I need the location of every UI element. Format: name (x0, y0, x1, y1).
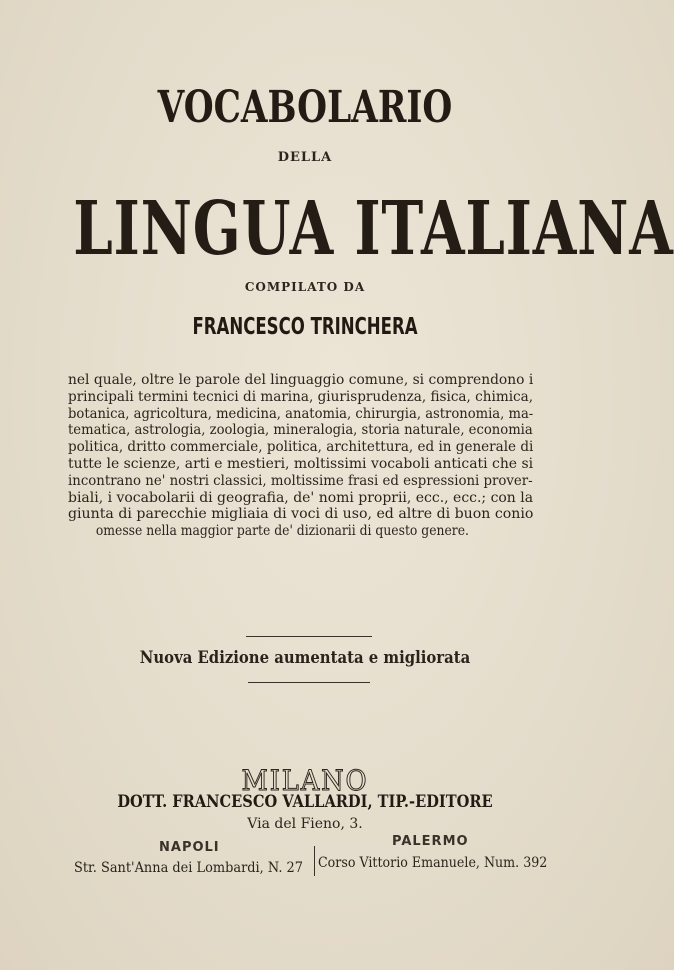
description-line: biali, i vocabolarii di geografia, de' nomi proprii, ecc., ecc.; con la (68, 489, 534, 506)
divider-top (246, 636, 372, 637)
title-connector: DELLA (277, 150, 333, 165)
edition-note: Nuova Edizione aumentata e migliorata (139, 648, 471, 667)
imprint-city: MILANO (241, 764, 369, 797)
description-line: politica, dritto commerciale, politica, architettura, ed in generale di (68, 439, 534, 456)
description-line: omesse nella maggior parte de' dizionarii di questo genere. (95, 523, 469, 540)
imprint-publisher: DOTT. FRANCESCO VALLARDI, TIP.-EDITORE (117, 792, 493, 812)
compiled-by-label: COMPILATO DA (244, 280, 366, 294)
description-line: incontrano ne' nostri classici, moltissime frasi ed espressioni prover- (68, 472, 533, 489)
description-line: nel quale, oltre le parole del linguaggio comune, si comprendono i (68, 372, 534, 388)
author-name: FRANCESCO TRINCHERA (192, 314, 418, 340)
description-paragraph (68, 372, 533, 540)
branch-address-palermo: Corso Vittorio Emanuele, Num. 392 (318, 855, 548, 871)
description-line: giunta di parecchie migliaia di voci di uso, ed altre di buon conio (68, 506, 534, 523)
description-line: tematica, astrologia, zoologia, mineralogia, storia naturale, economia (68, 422, 533, 439)
description-line: principali termini tecnici di marina, giurisprudenza, fisica, chimica, (68, 388, 534, 405)
title-line-2: LINGUA ITALIANA (73, 186, 674, 272)
branch-name-palermo: PALERMO (392, 834, 469, 849)
description-line: botanica, agricoltura, medicina, anatomia, chirurgia, astronomia, ma- (68, 405, 534, 422)
branch-address-napoli: Str. Sant'Anna dei Lombardi, N. 27 (74, 860, 303, 876)
branch-name-napoli: NAPOLI (159, 840, 220, 855)
divider-bottom (248, 682, 370, 683)
imprint-street: Via del Fieno, 3. (247, 816, 363, 832)
title-line-1: VOCABOLARIO (157, 82, 453, 133)
description-line: tutte le scienze, arti e mestieri, moltissimi vocaboli anticati che si (68, 455, 534, 472)
branch-separator (314, 846, 315, 876)
